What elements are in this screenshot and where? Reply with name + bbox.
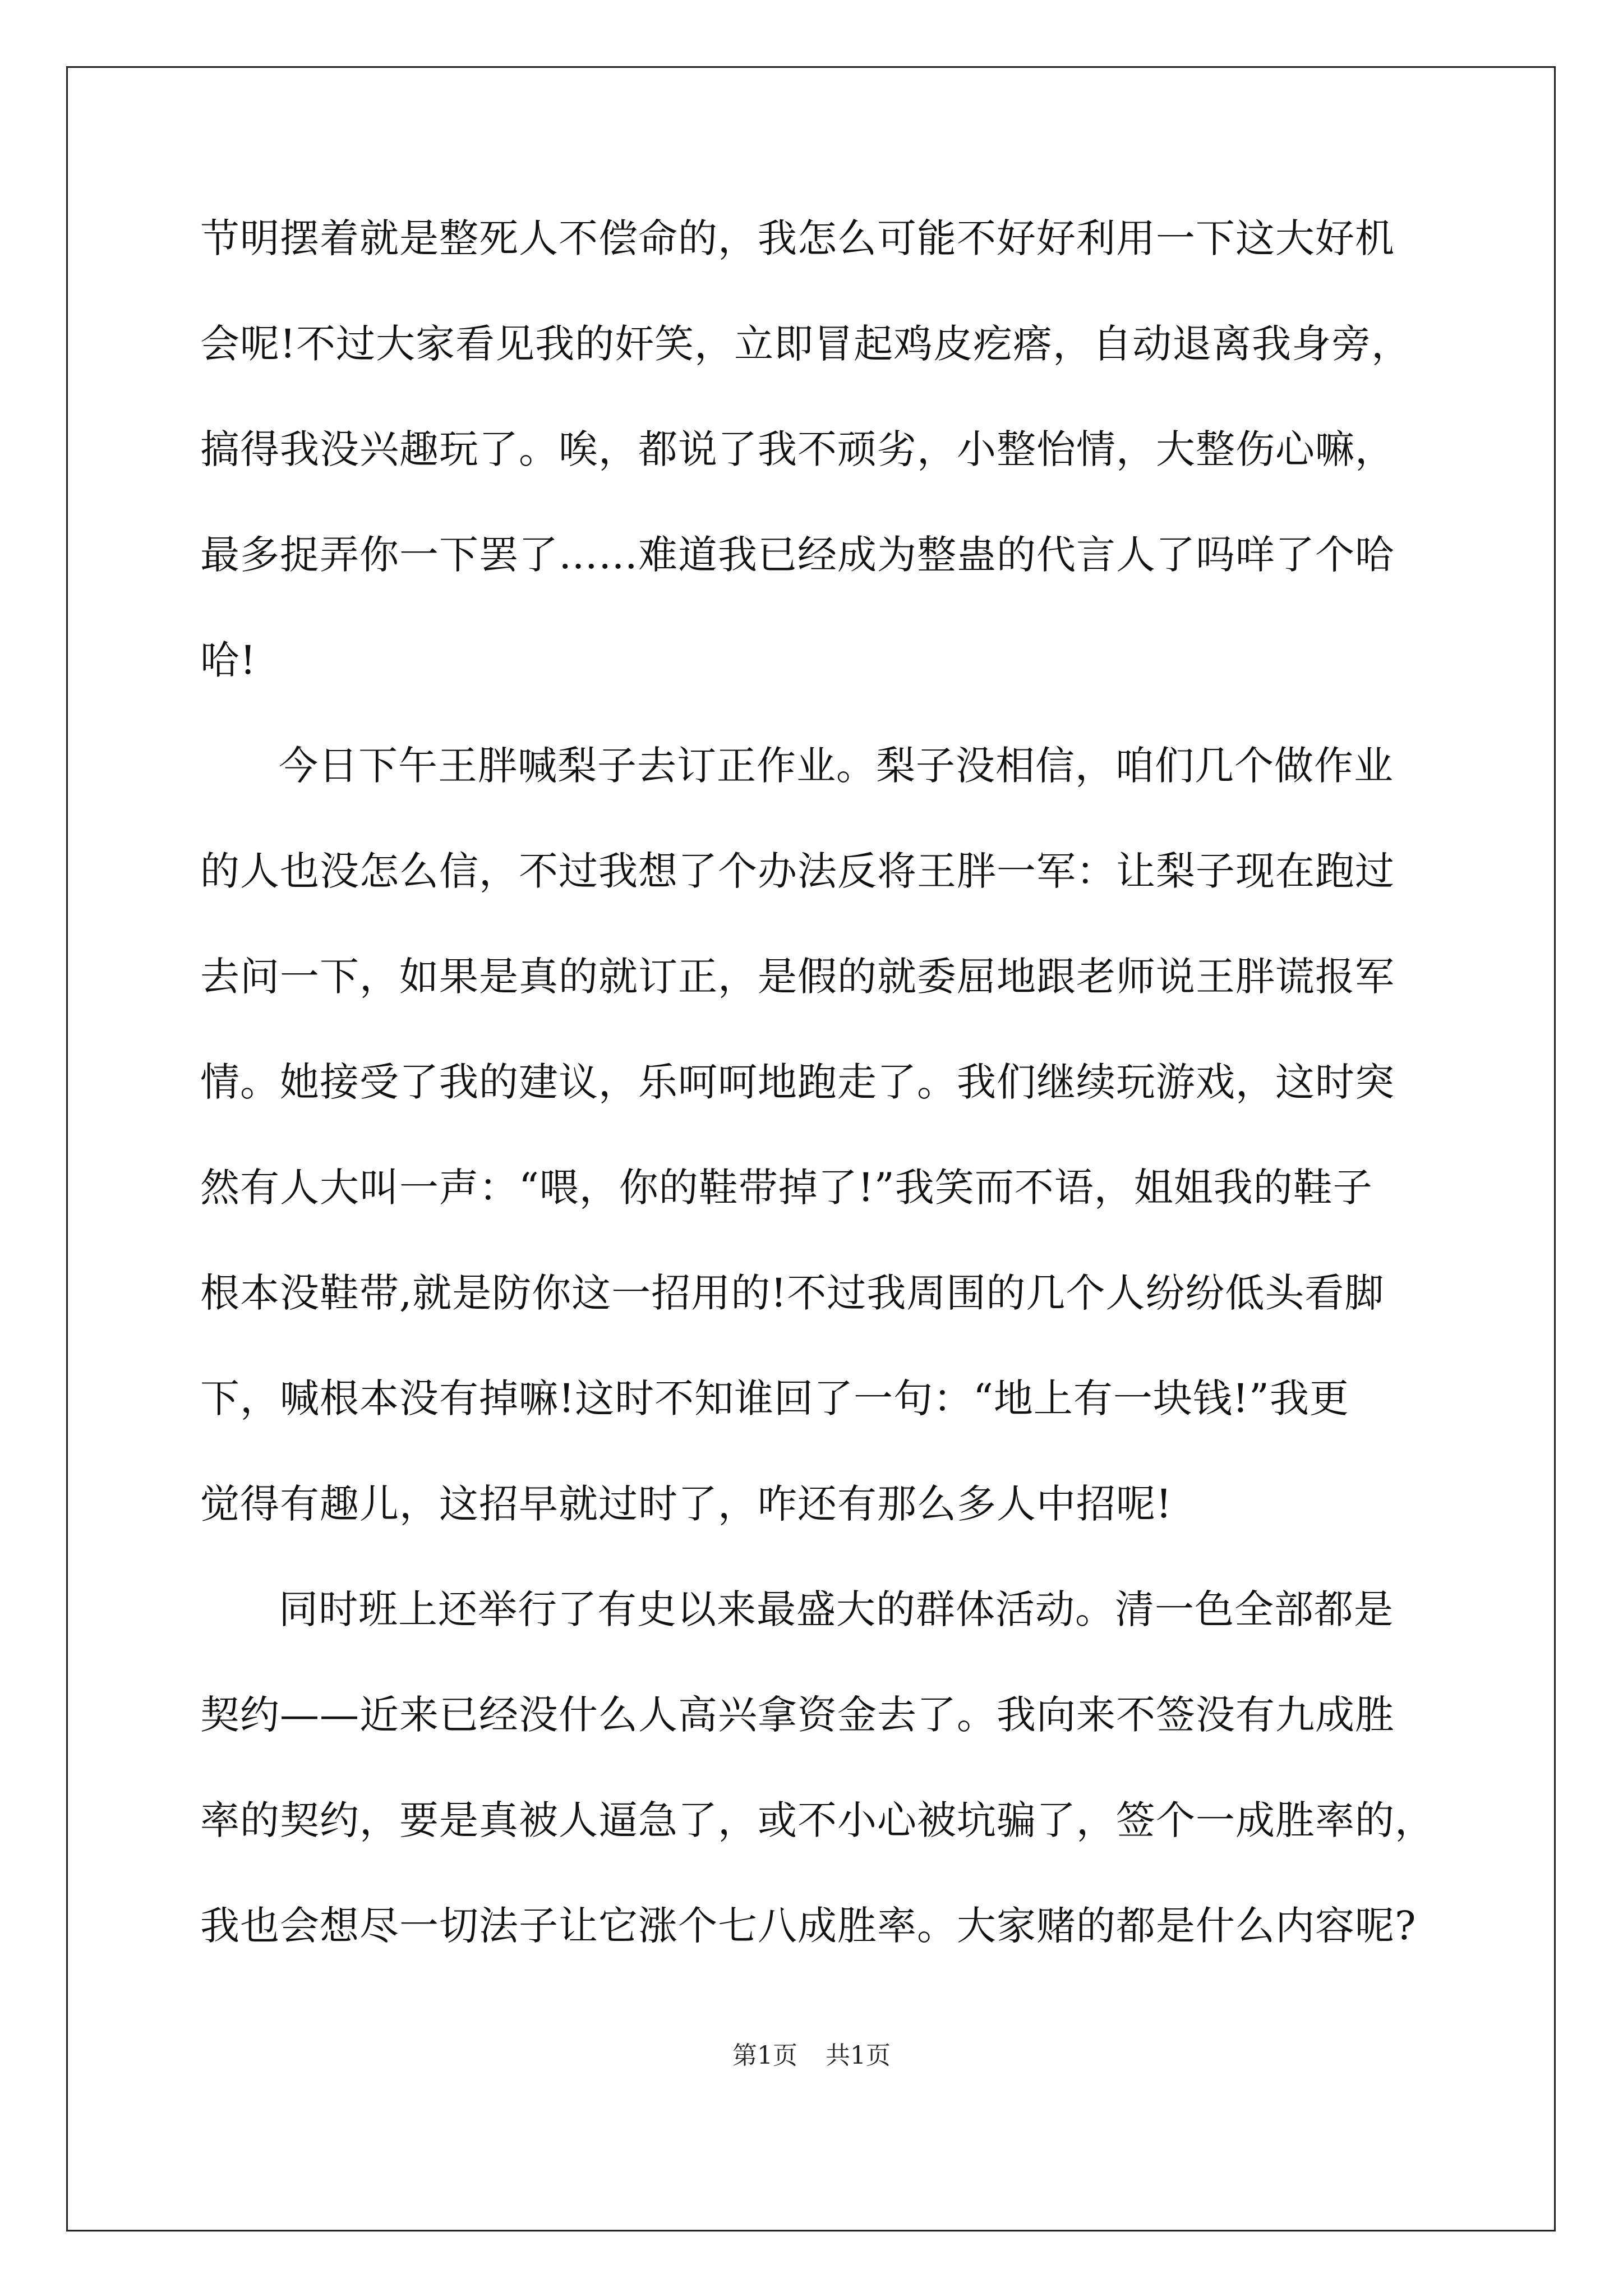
text-line: 率的契约，要是真被人逼急了，或不小心被坑骗了，签个一成胜率的，	[200, 1797, 1435, 1843]
text-line: 今日下午王胖喊梨子去订正作业。梨子没相信，咱们几个做作业	[279, 743, 1394, 789]
document-body	[200, 215, 1435, 2012]
text-line: 搞得我没兴趣玩了。唉，都说了我不顽劣，小整怡情，大整伤心嘛，	[200, 426, 1395, 472]
text-line: 去问一下，如果是真的就订正，是假的就委屈地跟老师说王胖谎报军	[200, 954, 1395, 1000]
text-line: 下，喊根本没有掉嘛!这时不知谁回了一句：“地上有一块钱!”我更	[200, 1375, 1349, 1421]
page-total: 共1页	[826, 2041, 891, 2070]
text-line: 会呢!不过大家看见我的奸笑，立即冒起鸡皮疙瘩，自动退离我身旁，	[200, 321, 1412, 367]
text-line: 我也会想尽一切法子让它涨个七八成胜率。大家赌的都是什么内容呢?	[200, 1903, 1417, 1949]
text-line: 的人也没怎么信，不过我想了个办法反将王胖一军：让梨子现在跑过	[200, 848, 1395, 894]
text-line: 节明摆着就是整死人不偿命的，我怎么可能不好好利用一下这大好机	[200, 215, 1395, 261]
text-line: 然有人大叫一声：“喂，你的鞋带掉了!”我笑而不语，姐姐我的鞋子	[200, 1165, 1373, 1211]
page-footer	[0, 2042, 1623, 2070]
text-line: 契约——近来已经没什么人高兴拿资金去了。我向来不签没有九成胜	[200, 1692, 1395, 1738]
text-line: 最多捉弄你一下罢了……难道我已经成为整蛊的代言人了吗咩了个哈	[200, 532, 1395, 578]
text-line: 情。她接受了我的建议，乐呵呵地跑走了。我们继续玩游戏，这时突	[200, 1059, 1395, 1105]
text-line: 哈!	[200, 637, 257, 683]
page-number: 第1页	[732, 2041, 797, 2070]
text-line: 根本没鞋带,就是防你这一招用的!不过我周围的几个人纷纷低头看脚	[200, 1270, 1385, 1316]
text-line: 同时班上还举行了有史以来最盛大的群体活动。清一色全部都是	[279, 1586, 1394, 1632]
text-line: 觉得有趣儿，这招早就过时了，咋还有那么多人中招呢!	[200, 1481, 1173, 1527]
